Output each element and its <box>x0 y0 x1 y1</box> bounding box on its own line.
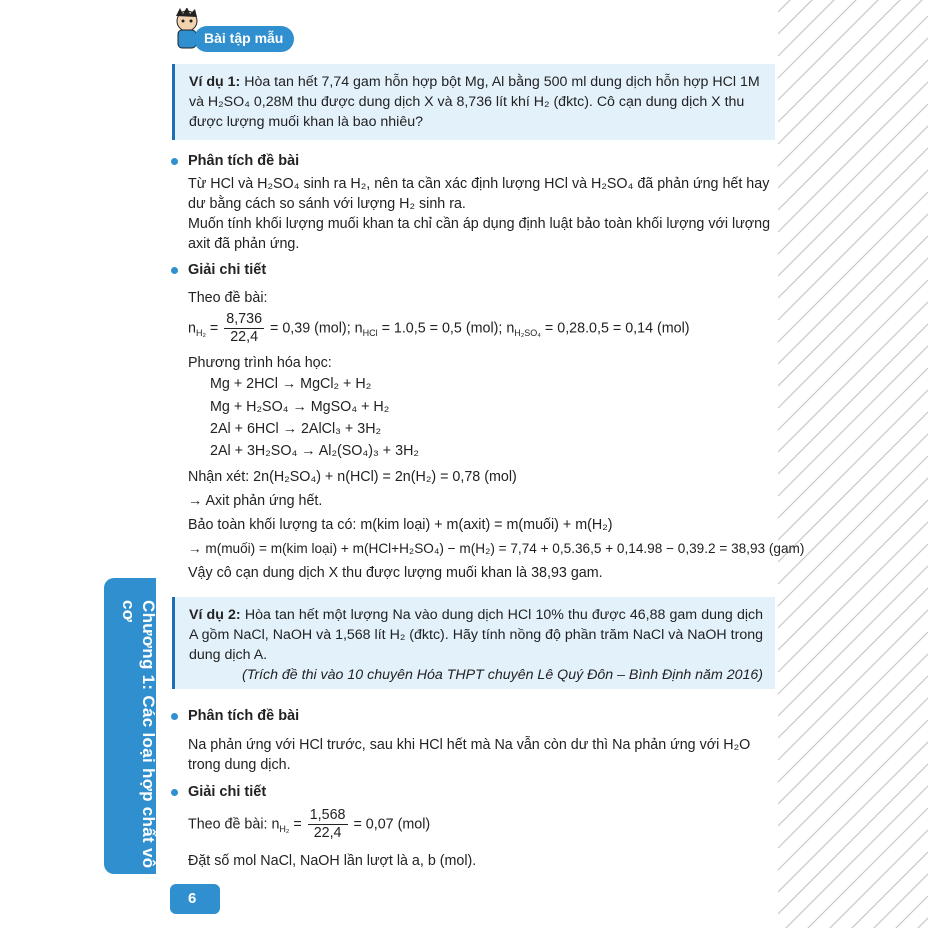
hatch-line <box>778 390 928 540</box>
fraction <box>224 311 264 346</box>
hatch-line <box>778 16 928 166</box>
chapter-title: Chương 1: Các loại hợp chất vô cơ <box>119 600 158 869</box>
calculation-line: → m(muối) = m(kim loại) + m(HCl+H₂SO₄) − m(H₂) = 7,74 + 0,5.36,5 + 0,14.98 − 0,39.2 = 38,93 (gam) <box>188 541 805 556</box>
fraction-2-numerator: 1,568 <box>309 807 346 823</box>
hatch-line <box>778 280 928 430</box>
acid-reacted-line: → Axit phản ứng hết. <box>188 493 323 509</box>
hatch-line <box>778 148 928 298</box>
hatch-line <box>778 434 928 584</box>
hatch-line <box>778 742 928 892</box>
hatch-line <box>778 544 928 694</box>
conservation-line: Bảo toàn khối lượng ta có: m(kim loại) + m(axit) = m(muối) + m(H₂) <box>188 517 613 533</box>
n-symbol: n <box>188 320 196 337</box>
hatch-line <box>778 632 928 782</box>
equation-1: Mg + 2HCl → MgCl₂ + H₂ <box>210 376 372 392</box>
hatch-line <box>778 368 928 518</box>
section-header <box>166 8 306 56</box>
hatch-line <box>778 236 928 386</box>
page-number-badge <box>170 884 220 914</box>
analysis-2-heading: Phân tích đề bài <box>188 708 300 724</box>
h2so4-subscript: H₂SO₄ <box>514 328 541 339</box>
hatch-decoration <box>778 0 928 928</box>
hatch-line <box>778 698 928 848</box>
section-badge <box>194 26 294 52</box>
hatch-line <box>778 82 928 232</box>
hatch-line <box>778 610 928 760</box>
solution-2-line2: Đặt số mol NaCl, NaOH lần lượt là a, b (mol). <box>188 853 477 869</box>
hatch-line <box>778 302 928 452</box>
hatch-line <box>778 654 928 804</box>
example-2-body: Hòa tan hết một lượng Na vào dung dịch HCl 10% thu được 46,88 gam dung dịch A gồm NaCl, NaOH và 1,568 lít H₂ (đktc). Hãy tính nồng độ phần trăm NaCl và NaOH trong dung dịch A. <box>189 607 763 663</box>
n-subscript: H₂ <box>195 328 206 339</box>
hatch-line <box>778 104 928 254</box>
moles-value-2: = 0,07 (mol) <box>353 816 431 833</box>
solution-1-heading: Giải chi tiết <box>188 262 267 278</box>
hatch-line <box>778 764 928 914</box>
example-1-label: Ví dụ 1: <box>189 74 241 90</box>
solution-2-moles-line: Theo đề bài: $n_{H_2}$ = $\frac{1,568}{22,4}$ = 0,07 (mol) <box>188 807 431 841</box>
remark-line: Nhận xét: 2n(H₂SO₄) + n(HCl) = 2n(H₂) = 0,78 (mol) <box>188 469 517 485</box>
fraction-numerator: 8,736 <box>226 311 263 327</box>
solution-1-moles-line: $n_{H_2}$ = $\frac{8,736}{22,4}$ = 0,39 (mol); $n_{HCl} = 1.0,5 = 0,5$ (mol); $n_{H_2SO_4} = 0,28.0,5 = 0,14$ (mol) <box>188 311 690 345</box>
hatch-line <box>778 588 928 738</box>
example-2-text <box>189 605 763 665</box>
hatch-line <box>778 874 928 928</box>
hatch-line <box>778 676 928 826</box>
example-2-source: (Trích đề thi vào 10 chuyên Hóa THPT chuyên Lê Quý Đôn – Bình Định năm 2016) <box>241 667 763 683</box>
hatch-line <box>778 346 928 496</box>
hatch-line <box>778 566 928 716</box>
hatch-line <box>778 0 928 12</box>
hatch-line <box>778 60 928 210</box>
conclusion-line: Vậy cô cạn dung dịch X thu được lượng muối khan là 38,93 gam. <box>188 565 603 581</box>
equation-3: 2Al + 6HCl → 2AlCl₃ + 3H₂ <box>210 421 382 437</box>
chapter-side-tab <box>104 578 156 874</box>
hatch-line <box>778 0 928 144</box>
example-box-1 <box>172 64 775 140</box>
analysis-1-body <box>188 174 776 254</box>
fraction-2-denominator: 22,4 <box>313 825 342 841</box>
example-2-label: Ví dụ 2: <box>189 607 241 623</box>
hatch-line <box>778 456 928 606</box>
moles-h2-value: = 0,39 (mol); n <box>270 320 363 337</box>
solution-2-heading: Giải chi tiết <box>188 784 267 800</box>
moles-hcl-value: = 1.0,5 = 0,5 (mol); n <box>377 320 515 337</box>
n-subscript-2: H₂ <box>279 824 290 835</box>
hatch-line <box>778 38 928 188</box>
hatch-line <box>778 258 928 408</box>
example-1-text <box>189 72 763 132</box>
solution-2-intro: Theo đề bài: n <box>188 816 280 833</box>
example-1-body: Hòa tan hết 7,74 gam hỗn hợp bột Mg, Al bằng 500 ml dung dịch hỗn hợp HCl 1M và H₂SO₄ 0,28M thu được dung dịch X và 8,736 lít khí H₂ (đktc). Cô cạn dung dịch X thu được lượng muối khan là bao nhiêu? <box>189 74 760 130</box>
example-box-2 <box>172 597 775 689</box>
analysis-1-p1: Từ HCl và H₂SO₄ sinh ra H₂, nên ta cần xác định lượng HCl và H₂SO₄ đã phản ứng hết hay dư bằng cách so sánh với lượng H₂ sinh ra. <box>188 176 770 212</box>
hatch-line <box>778 720 928 870</box>
hcl-subscript: HCl <box>362 328 378 339</box>
fraction-2 <box>308 807 348 842</box>
hatch-line <box>778 192 928 342</box>
hatch-line <box>778 786 928 928</box>
equation-4: 2Al + 3H₂SO₄ → Al₂(SO₄)₃ + 3H₂ <box>210 443 419 459</box>
hatch-line <box>778 170 928 320</box>
hatch-line <box>778 0 928 100</box>
hatch-line <box>778 126 928 276</box>
analysis-1-p2: Muốn tính khối lượng muối khan ta chỉ cần áp dụng định luật bảo toàn khối lượng với lượng axit đã phản ứng. <box>188 216 771 252</box>
hatch-line <box>778 500 928 650</box>
equation-heading: Phương trình hóa học: <box>188 355 332 371</box>
analysis-1-heading: Phân tích đề bài <box>188 153 300 169</box>
hatch-line <box>778 896 928 928</box>
analysis-2-body: Na phản ứng với HCl trước, sau khi HCl hết mà Na vẫn còn dư thì Na phản ứng với H₂O trong dung dịch. <box>188 737 751 773</box>
hatch-line <box>778 852 928 928</box>
solution-1-intro: Theo đề bài: <box>188 290 268 306</box>
fraction-denominator: 22,4 <box>230 329 259 345</box>
hatch-line <box>778 324 928 474</box>
equation-2: Mg + H₂SO₄ → MgSO₄ + H₂ <box>210 399 390 415</box>
moles-h2so4-value: = 0,28.0,5 = 0,14 (mol) <box>540 320 690 337</box>
section-title: Bài tập mẫu <box>204 30 284 46</box>
page-number: 6 <box>188 890 197 907</box>
hatch-line <box>778 214 928 364</box>
